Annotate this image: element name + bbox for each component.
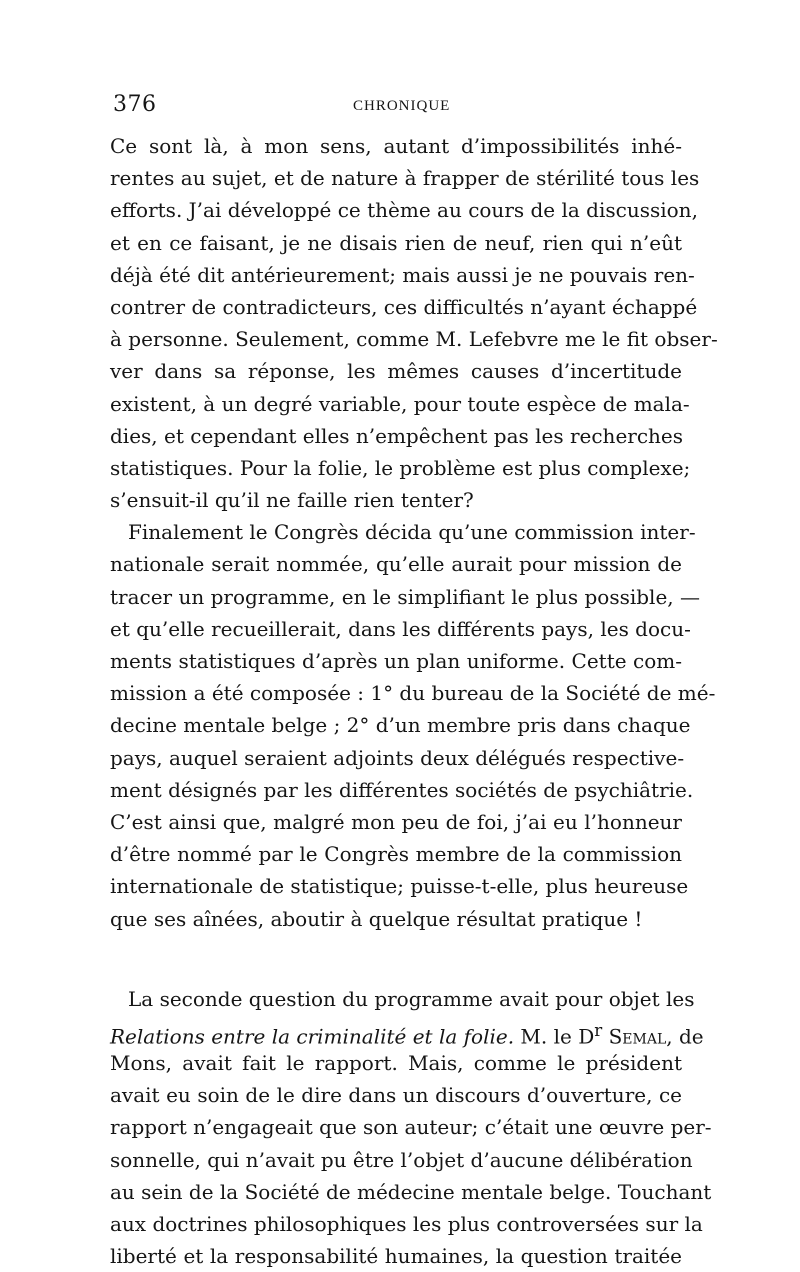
- body-text: [110, 130, 718, 1272]
- text-line: efforts. J’ai développé ce thème au cours de la discussion,: [110, 198, 698, 223]
- text-line: mission a été composée : 1° du bureau de la Société de mé-: [110, 681, 716, 706]
- text-line: aux doctrines philosophiques les plus controversées sur la: [110, 1212, 703, 1236]
- text-line: tracer un programme, en le simplifiant le plus possible, —: [110, 584, 700, 609]
- text-line: ver dans sa réponse, les mêmes causes d’incertitude: [110, 359, 682, 384]
- author-name: Semal,: [602, 1024, 673, 1049]
- text-line: et qu’elle recueillerait, dans les différents pays, les docu-: [110, 616, 691, 641]
- text-line: à personne. Seulement, comme M. Lefebvre me le fit obser-: [110, 327, 718, 352]
- text-line: avait eu soin de le dire dans un discours d’ouverture, ce: [110, 1083, 682, 1108]
- text-line: liberté et la responsabilité humaines, la question traitée: [110, 1244, 682, 1269]
- text-line: statistiques. Pour la folie, le problème est plus complexe;: [110, 455, 691, 480]
- text-line: déjà été dit antérieurement; mais aussi je ne pouvais ren-: [110, 262, 695, 287]
- paragraph-2: [110, 516, 716, 934]
- text-line: pays, auquel seraient adjoints deux délégués respective-: [110, 745, 685, 770]
- text-line: s’ensuit-il qu’il ne faille rien tenter?: [110, 488, 474, 513]
- running-head: [113, 92, 683, 126]
- text-line: Mons, avait fait le rapport. Mais, comme le président: [110, 1051, 682, 1076]
- paragraph-spacer: [110, 935, 682, 983]
- paragraph-3: [110, 983, 712, 1272]
- text-line: C’est ainsi que, malgré mon peu de foi, j’ai eu l’honneur: [110, 809, 682, 834]
- text-line: ments statistiques d’après un plan uniforme. Cette com-: [110, 649, 682, 673]
- running-title: CHRONIQUE: [353, 98, 451, 114]
- text-line: contrer de contradicteurs, ces difficultés n’ayant échappé: [110, 294, 698, 319]
- italic-title: Relations entre la criminalité et la folie.: [110, 1024, 515, 1049]
- paragraph-1: [110, 130, 718, 516]
- text-line: nationale serait nommée, qu’elle aurait pour mission de: [110, 552, 682, 577]
- text-fragment: M. le D: [514, 1024, 595, 1049]
- text-line: existent, à un degré variable, pour toute espèce de mala-: [110, 391, 690, 416]
- text-line: Ce sont là, à mon sens, autant d’impossibilités inhé-: [110, 134, 682, 158]
- text-line: internationale de statistique; puisse-t-elle, plus heureuse: [110, 874, 689, 899]
- text-line: dies, et cependant elles n’empêchent pas les recherches: [110, 423, 684, 448]
- text-line: sonnelle, qui n’avait pu être l’objet d’aucune délibération: [110, 1147, 693, 1172]
- text-fragment: de: [672, 1024, 704, 1049]
- text-line: Finalement le Congrès décida qu’une commission inter-: [128, 520, 696, 545]
- superscript: r: [594, 1020, 603, 1040]
- text-line: rentes au sujet, et de nature à frapper de stérilité tous les: [110, 166, 700, 191]
- text-line: que ses aînées, aboutir à quelque résultat pratique !: [110, 906, 643, 931]
- text-line: et en ce faisant, je ne disais rien de neuf, rien qui n’eût: [110, 230, 682, 255]
- page-number: 376: [113, 92, 157, 117]
- text-line: d’être nommé par le Congrès membre de la commission: [110, 842, 682, 867]
- text-line: au sein de la Société de médecine mentale belge. Touchant: [110, 1179, 712, 1204]
- text-line: La seconde question du programme avait pour objet les: [128, 986, 695, 1011]
- text-line: decine mentale belge ; 2° d’un membre pris dans chaque: [110, 713, 691, 738]
- text-line: rapport n’engageait que son auteur; c’était une œuvre per-: [110, 1115, 712, 1140]
- text-line-with-title: [110, 1015, 704, 1049]
- text-line: ment désignés par les différentes sociétés de psychiâtrie.: [110, 777, 694, 802]
